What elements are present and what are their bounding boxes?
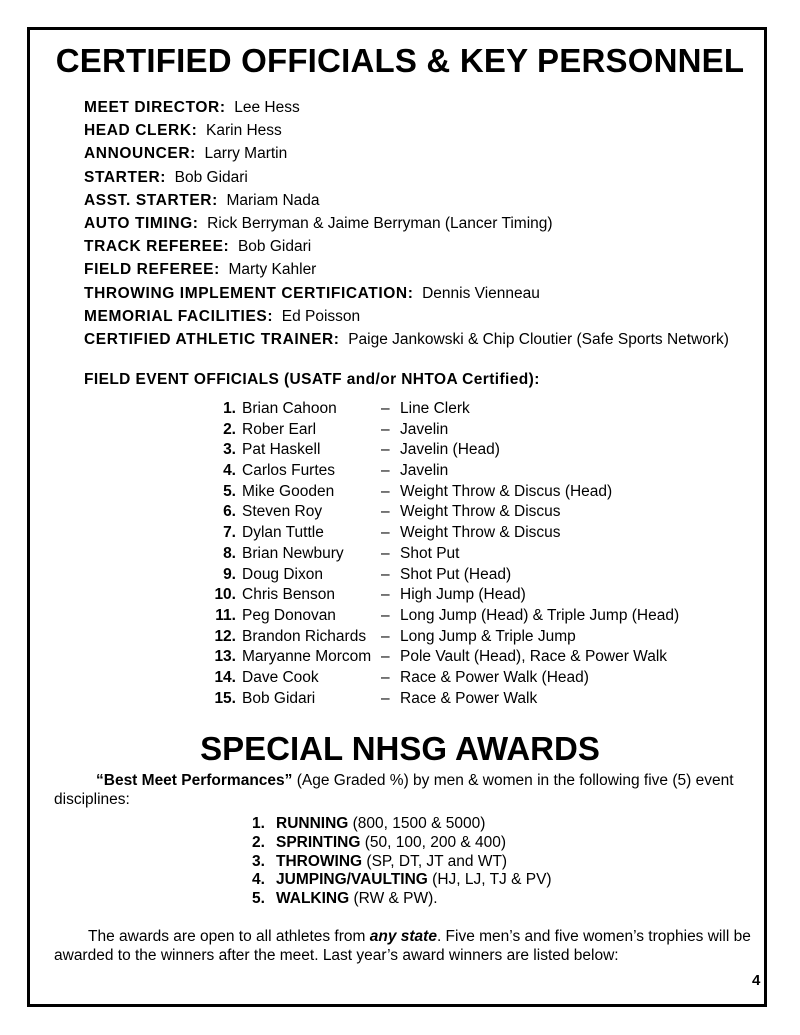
official-number: 1.: [223, 400, 236, 417]
personnel-role: FIELD REFEREE:: [84, 261, 220, 279]
dash-separator: –: [381, 668, 390, 686]
official-event: Weight Throw & Discus (Head): [400, 482, 613, 500]
key-personnel-list: [84, 96, 729, 351]
official-number: 5.: [223, 482, 236, 500]
event-disciplines-list: [252, 815, 552, 909]
official-name: Rober Earl: [242, 420, 317, 438]
personnel-name: Mariam Nada: [226, 191, 320, 209]
personnel-name: Bob Gidari: [174, 168, 248, 186]
official-number: 10.: [214, 586, 236, 604]
official-row: [200, 482, 613, 503]
discipline-number: 1.: [252, 815, 265, 832]
official-row: [200, 627, 576, 648]
personnel-name: Lee Hess: [234, 99, 300, 116]
discipline-number: 3.: [252, 852, 265, 870]
official-row: [200, 420, 449, 441]
any-state-emphasis: any state: [369, 928, 437, 945]
official-event: Race & Power Walk: [400, 689, 538, 707]
personnel-name: Paige Jankowski & Chip Cloutier (Safe Sports Network): [348, 330, 729, 348]
official-row: [200, 565, 512, 586]
official-name: Brian Cahoon: [242, 400, 337, 417]
discipline-number: 5.: [252, 890, 265, 908]
official-row: [200, 647, 668, 668]
personnel-name: Larry Martin: [204, 145, 288, 163]
official-number: 8.: [223, 544, 236, 562]
personnel-name: Marty Kahler: [228, 261, 317, 279]
official-row: [200, 585, 526, 606]
official-event: Javelin (Head): [400, 441, 500, 459]
discipline-item: [252, 815, 552, 834]
official-row: [200, 606, 680, 627]
official-number: 9.: [223, 565, 236, 583]
discipline-name: SPRINTING: [276, 833, 361, 851]
personnel-row: [84, 258, 729, 281]
dash-separator: –: [381, 524, 390, 542]
discipline-number: 4.: [252, 871, 265, 889]
official-row: [200, 668, 589, 689]
dash-separator: –: [381, 544, 390, 562]
personnel-role: THROWING IMPLEMENT CERTIFICATION:: [84, 284, 414, 302]
official-row: [200, 440, 500, 461]
official-name: Bob Gidari: [242, 689, 316, 707]
official-event: Pole Vault (Head), Race & Power Walk: [400, 648, 668, 666]
official-name: Brian Newbury: [242, 544, 344, 562]
awards-intro-paragraph: [54, 771, 759, 809]
official-name: Doug Dixon: [242, 565, 323, 583]
dash-separator: –: [381, 606, 390, 624]
personnel-role: MEET DIRECTOR:: [84, 99, 226, 116]
official-name: Chris Benson: [242, 586, 336, 604]
official-number: 4.: [223, 462, 236, 480]
personnel-row: [84, 282, 729, 305]
discipline-events: (RW & PW).: [349, 890, 438, 908]
official-row: [200, 502, 561, 523]
personnel-name: Rick Berryman & Jaime Berryman (Lancer Timing): [207, 214, 553, 232]
page-number: 4: [752, 972, 761, 989]
personnel-row: [84, 328, 729, 351]
official-number: 6.: [223, 503, 236, 521]
personnel-role: AUTO TIMING:: [84, 214, 199, 232]
dash-separator: –: [381, 586, 390, 604]
personnel-name: Ed Poisson: [281, 307, 361, 325]
awards-intro-text: (Age Graded %) by men & women in the following five (5) event disciplines:: [54, 772, 734, 808]
official-event: High Jump (Head): [400, 586, 526, 604]
discipline-name: WALKING: [276, 890, 350, 908]
official-event: Shot Put (Head): [400, 565, 512, 583]
official-name: Maryanne Morcom: [242, 648, 372, 666]
discipline-number: 2.: [252, 833, 265, 851]
official-row: [200, 461, 449, 482]
official-event: Weight Throw & Discus: [400, 524, 561, 542]
personnel-role: MEMORIAL FACILITIES:: [84, 307, 274, 325]
best-meet-performances-phrase: “Best Meet Performances”: [96, 772, 293, 789]
official-event: Long Jump & Triple Jump: [400, 627, 576, 645]
personnel-role: CERTIFIED ATHLETIC TRAINER:: [84, 330, 340, 348]
official-row: [200, 544, 460, 565]
dash-separator: –: [381, 648, 390, 666]
official-row: [200, 523, 561, 544]
discipline-events: (SP, DT, JT and WT): [362, 852, 508, 870]
field-event-officials-heading: FIELD EVENT OFFICIALS (USATF and/or NHTOA Certified):: [84, 371, 540, 388]
discipline-item: [252, 834, 552, 853]
personnel-row: [84, 96, 729, 119]
official-event: Long Jump (Head) & Triple Jump (Head): [400, 606, 680, 624]
discipline-name: RUNNING: [276, 815, 349, 832]
official-number: 2.: [223, 420, 236, 438]
official-event: Weight Throw & Discus: [400, 503, 561, 521]
personnel-role: ASST. STARTER:: [84, 191, 218, 209]
dash-separator: –: [381, 400, 390, 417]
official-number: 7.: [223, 524, 236, 542]
dash-separator: –: [381, 689, 390, 707]
dash-separator: –: [381, 503, 390, 521]
discipline-events: (HJ, LJ, TJ & PV): [427, 871, 552, 889]
official-name: Dave Cook: [242, 668, 319, 686]
official-event: Race & Power Walk (Head): [400, 668, 589, 686]
personnel-row: [84, 142, 729, 165]
dash-separator: –: [381, 482, 390, 500]
personnel-name: Dennis Vienneau: [422, 284, 540, 302]
discipline-events: (50, 100, 200 & 400): [360, 833, 507, 851]
personnel-role: ANNOUNCER:: [84, 145, 196, 163]
official-number: 11.: [215, 606, 236, 624]
official-number: 3.: [223, 441, 236, 459]
discipline-events: (800, 1500 & 5000): [348, 815, 486, 832]
personnel-row: [84, 189, 729, 212]
official-name: Dylan Tuttle: [242, 524, 324, 542]
official-event: Javelin: [400, 462, 449, 480]
personnel-role: HEAD CLERK:: [84, 122, 198, 140]
personnel-name: Bob Gidari: [237, 238, 312, 256]
discipline-item: [252, 890, 552, 909]
dash-separator: –: [381, 565, 390, 583]
personnel-row: [84, 166, 729, 189]
personnel-row: [84, 119, 729, 142]
personnel-row: [84, 212, 729, 235]
official-event: Line Clerk: [400, 400, 470, 417]
field-event-officials-list: [200, 399, 680, 709]
official-number: 15.: [214, 689, 236, 707]
page-title: CERTIFIED OFFICIALS & KEY PERSONNEL: [55, 42, 745, 79]
official-event: Shot Put: [400, 544, 460, 562]
official-name: Steven Roy: [242, 503, 323, 521]
dash-separator: –: [381, 462, 390, 480]
official-name: Mike Gooden: [242, 482, 335, 500]
dash-separator: –: [381, 441, 390, 459]
official-name: Pat Haskell: [242, 441, 321, 459]
personnel-role: STARTER:: [84, 168, 167, 186]
official-number: 14.: [214, 668, 236, 686]
discipline-name: JUMPING/VAULTING: [276, 871, 428, 889]
official-row: [200, 689, 538, 710]
closing-text-start: The awards are open to all athletes from: [88, 928, 370, 945]
personnel-row: [84, 235, 729, 258]
discipline-name: THROWING: [276, 852, 363, 870]
official-name: Brandon Richards: [242, 627, 367, 645]
awards-closing-paragraph: [54, 927, 759, 965]
discipline-item: [252, 853, 552, 872]
official-number: 13.: [214, 648, 236, 666]
personnel-role: TRACK REFEREE:: [84, 238, 230, 256]
official-row: [200, 399, 470, 420]
official-name: Carlos Furtes: [242, 462, 336, 480]
discipline-item: [252, 871, 552, 890]
official-number: 12.: [214, 627, 236, 645]
official-event: Javelin: [400, 420, 449, 438]
official-name: Peg Donovan: [242, 606, 336, 624]
personnel-row: [84, 305, 729, 328]
dash-separator: –: [381, 420, 390, 438]
awards-title: SPECIAL NHSG AWARDS: [200, 730, 600, 767]
closing-text-end: . Five men’s and five women’s trophies will be awarded to the winners after the meet. Last year’s award winners are listed below:: [54, 928, 751, 964]
personnel-name: Karin Hess: [206, 122, 282, 140]
dash-separator: –: [381, 627, 390, 645]
